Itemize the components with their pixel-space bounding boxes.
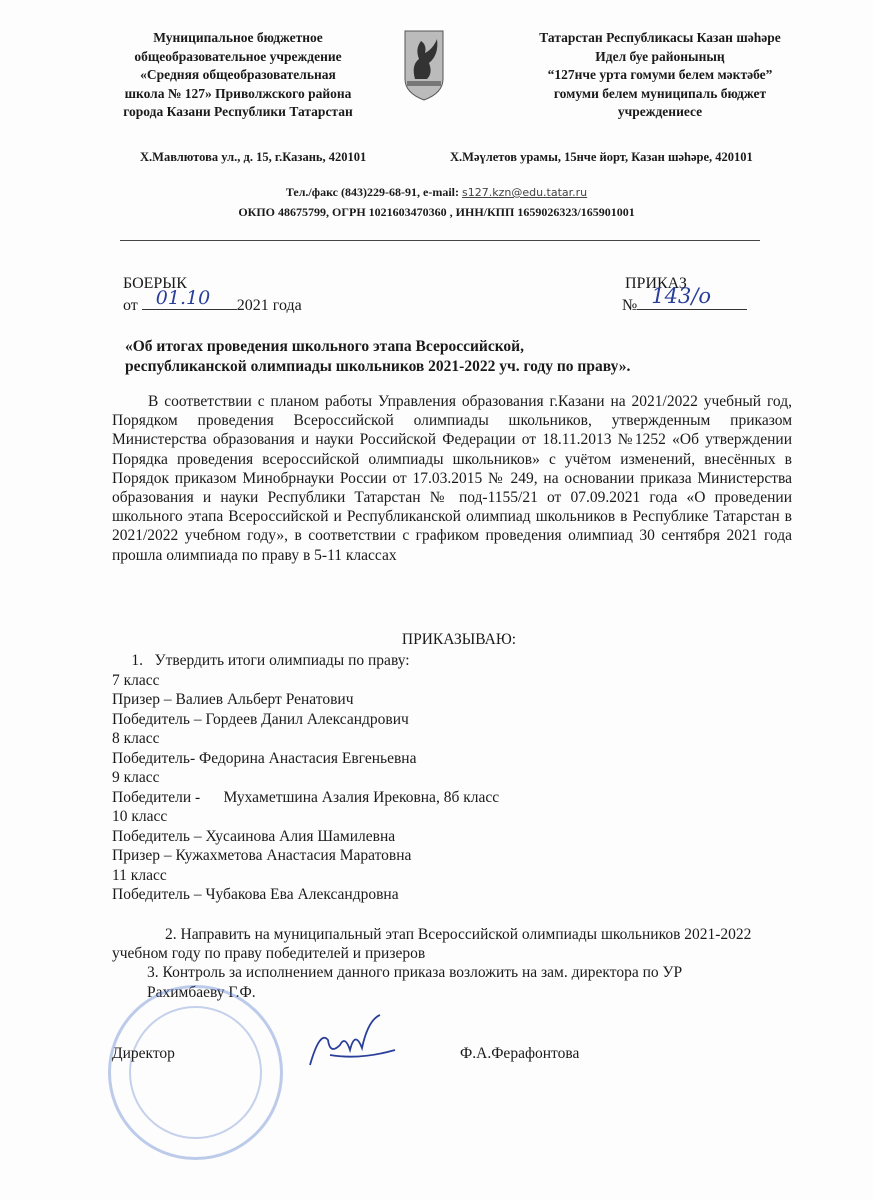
header-line: «Средняя общеобразовательная [140, 67, 336, 82]
list-item: 1. Утвердить итоги олимпиады по праву: [112, 652, 410, 669]
address-ru: Х.Мавлютова ул., д. 15, г.Казань, 420101 [140, 150, 367, 164]
signature-name: Ф.А.Ферафонтова [460, 1045, 580, 1062]
header-line: школа № 127» Приволжского района [124, 85, 352, 101]
order-label-tt: БОЕРЫК [123, 275, 187, 292]
header-line: Муниципальное бюджетное [153, 30, 323, 45]
order-date [123, 287, 302, 316]
signature-role: Директор [112, 1045, 175, 1062]
item-3-name: Рахимбаеву Г.Ф. [147, 983, 256, 1001]
email-link[interactable]: s127.kzn@edu.tatar.ru [461, 186, 588, 199]
list-item: 9 класс [112, 769, 160, 786]
school-name-ru [88, 29, 388, 122]
list-item: 7 класс [112, 671, 160, 689]
date-suffix: 2021 года [236, 297, 302, 314]
stamp-icon [108, 985, 283, 1160]
order-title [125, 337, 630, 377]
header-line: Татарстан Республикасы Казан шәһәре [539, 30, 781, 45]
org-codes: ОКПО 48675799, ОГРН 1021603470360 , ИНН/КПП 1659026323/165901001 [238, 205, 635, 219]
header-line: “127нче урта гомуми белем мәктәбе” [547, 67, 773, 82]
preamble-paragraph: В соответствии с планом работы Управления образования г.Казани на 2021/2022 учебный год, Порядком проведения Всероссийской олимпиады школьников, утвержденным приказом Министерства образования и науки Российской Федерации от 18.11.2013 №1252 «Об утверждении Порядка проведения всероссийской олимпиады школьников» с учётом изменений, внесённых в Порядок приказом Минобрнауки России от 17.03.2015 № 249, на основании приказа Министерства образования и науки Республики Татарстан № под-1155/21 от 07.09.2021 года «О проведении школьного этапа Всероссийской и Республиканской олимпиад школьников в Республике Татарстан в 2021/2022 учебном году», в соответствии с графиком проведения олимпиад 30 сентября 2021 года прошла олимпиада по праву в 5-11 классах [112, 393, 792, 564]
address-tt: Х.Мәүлетов урамы, 15нче йорт, Казан шәһәре, 420101 [450, 150, 753, 164]
list-item: Победитель – Гордеев Данил Александрович [112, 710, 409, 728]
list-item: 8 класс [112, 730, 160, 747]
order-label-ru: ПРИКАЗ [625, 275, 687, 292]
header-line: города Казани Республики Татарстан [123, 104, 353, 119]
school-name-tt [505, 29, 815, 122]
list-item: 11 класс [112, 866, 167, 884]
item-3: 3. Контроль за исполнением данного приказа возложить на зам. директора по УР [147, 964, 683, 982]
signature-icon [300, 1010, 400, 1085]
header-line: Идел буе районының [595, 48, 725, 64]
divider [120, 240, 760, 241]
list-item: Победитель- Федорина Анастасия Евгеньевна [112, 749, 417, 767]
results-list [112, 651, 499, 905]
phone: Тел./факс (843)229-68-91, e-mail: [285, 185, 462, 199]
list-item: Победитель – Чубакова Ева Александровна [112, 886, 399, 903]
list-item: Победители - Мухаметшина Азалия Ирековна, 8б класс [112, 788, 500, 806]
title-line: «Об итогах проведения школьного этапа Всероссийской, [125, 338, 524, 355]
handwritten-number: 143/о [651, 284, 712, 308]
date-prefix: от [123, 297, 142, 314]
list-item: 10 класс [112, 808, 168, 825]
list-item: Победитель – Хусаинова Алия Шамилевна [112, 827, 396, 845]
list-item: Призер – Валиев Альберт Ренатович [112, 691, 354, 708]
number-prefix: № [622, 297, 638, 314]
order-number [622, 284, 747, 316]
handwritten-date: 01.10 [155, 287, 211, 309]
title-line: республиканской олимпиады школьников 2021-2022 уч. году по праву». [125, 358, 631, 375]
order-word: ПРИКАЗЫВАЮ: [401, 631, 517, 648]
header-line: учреждениесе [617, 104, 703, 119]
header-line: гомуми белем муниципаль бюджет [553, 85, 767, 101]
kazan-emblem-icon [403, 29, 445, 101]
list-item: Призер – Кужахметова Анастасия Маратовна [112, 847, 412, 864]
contacts [0, 185, 873, 200]
header-line: общеобразовательное учреждение [134, 48, 342, 64]
item-2: 2. Направить на муниципальный этап Всероссийской олимпиады школьников 2021-2022 учебном году по праву победителей и призеров [112, 926, 752, 963]
